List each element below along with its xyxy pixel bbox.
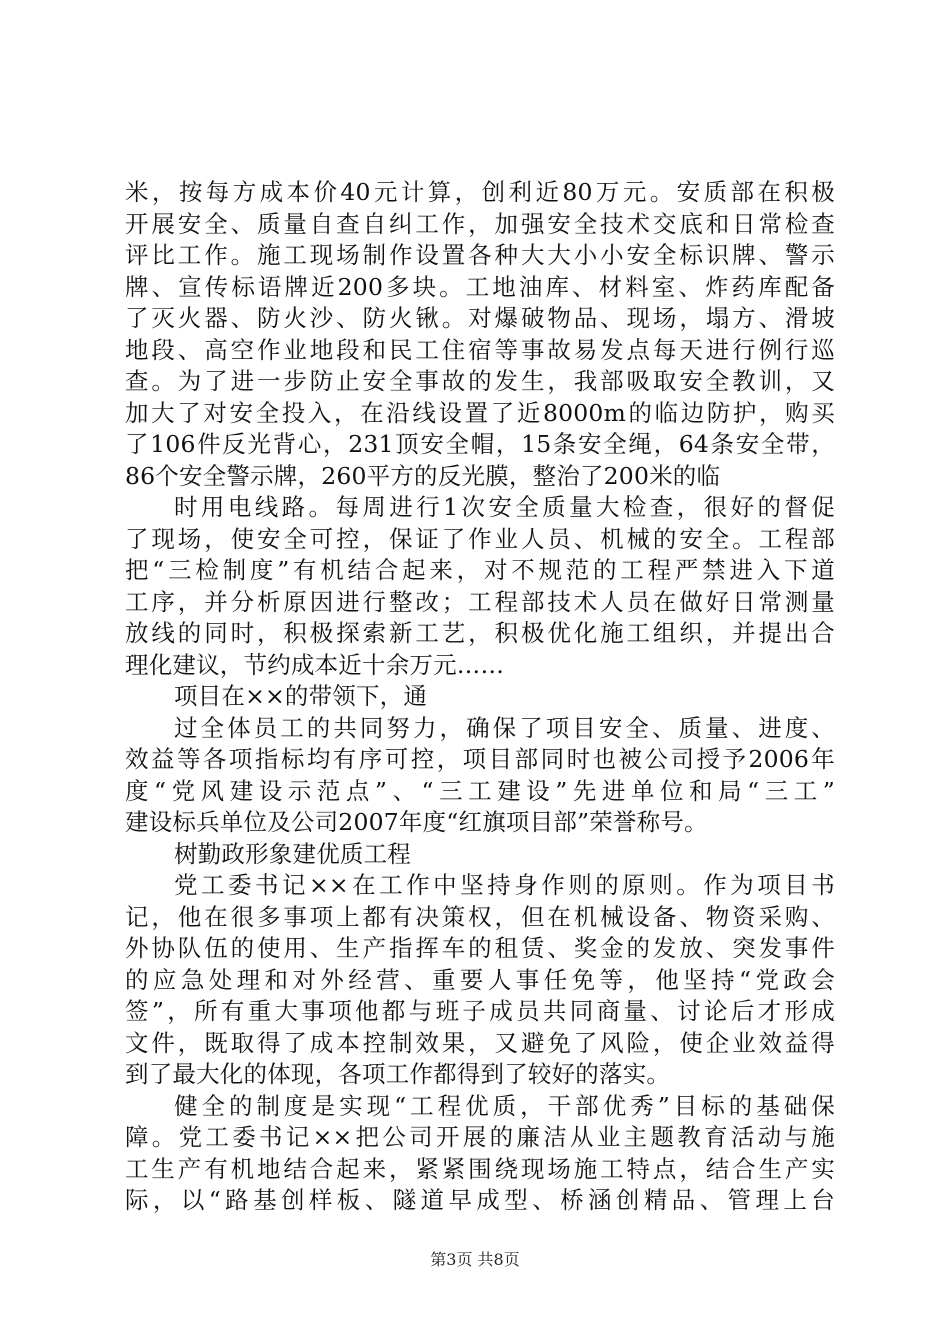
text-line: 外协队伍的使用、生产指挥车的租赁、奖金的发放、突发事件	[125, 934, 835, 962]
text-line: 项目在××的带领下，通	[174, 682, 428, 710]
document-body	[125, 177, 835, 1217]
text-line: 放线的同时，积极探索新工艺，积极优化施工组织，并提出合	[125, 619, 835, 647]
text-line: 开展安全、质量自查自纠工作，加强安全技术交底和日常检查	[125, 209, 835, 238]
text-line: 度“党风建设示范点”、“三工建设”先进单位和局“三工”	[125, 776, 835, 805]
text-line: 签”，所有重大事项他都与班子成员共同商量、讨论后才形成	[125, 997, 835, 1025]
text-line: 把“三检制度”有机结合起来，对不规范的工程严禁进入下道	[125, 556, 835, 584]
text-line: 工生产有机地结合起来，紧紧围绕现场施工特点，结合生产实	[125, 1154, 835, 1183]
text-line: 理化建议，节约成本近十余万元……	[125, 650, 505, 679]
text-line: 加大了对安全投入，在沿线设置了近8000m的临边防护，购买	[125, 398, 835, 427]
section-heading: 树勤政形象建优质工程	[174, 839, 411, 868]
text-line: 86个安全警示牌，260平方的反光膜，整治了200米的临	[125, 461, 721, 490]
text-line: 了106件反光背心，231顶安全帽，15条安全绳，64条安全带，	[125, 430, 835, 458]
text-line: 的应急处理和对外经营、重要人事任免等，他坚持“党政会	[125, 965, 835, 994]
text-line: 文件，既取得了成本控制效果，又避免了风险，使企业效益得	[125, 1028, 835, 1057]
text-line: 过全体员工的共同努力，确保了项目安全、质量、进度、	[174, 713, 835, 742]
text-line: 地段、高空作业地段和民工住宿等事故易发点每天进行例行巡	[125, 335, 835, 364]
text-line: 际，以“路基创样板、隧道早成型、桥涵创精品、管理上台	[125, 1186, 835, 1214]
text-line: 效益等各项指标均有序可控，项目部同时也被公司授予2006年	[125, 745, 835, 773]
text-line: 了现场，使安全可控，保证了作业人员、机械的安全。工程部	[125, 524, 835, 553]
text-line: 工序，并分析原因进行整改；工程部技术人员在做好日常测量	[125, 587, 835, 616]
text-line: 评比工作。施工现场制作设置各种大大小小安全标识牌、警示	[125, 241, 835, 269]
text-line: 健全的制度是实现“工程优质，干部优秀”目标的基础保	[174, 1091, 835, 1120]
text-line: 记，他在很多事项上都有决策权，但在机械设备、物资采购、	[125, 902, 835, 931]
text-line: 时用电线路。每周进行1次安全质量大检查，很好的督促	[174, 493, 835, 521]
page-number-footer: 第3页 共8页	[430, 1250, 520, 1269]
text-line: 建设标兵单位及公司2007年度“红旗项目部”荣誉称号。	[125, 808, 708, 836]
text-line: 了灭火器、防火沙、防火锹。对爆破物品、现场，塌方、滑坡	[125, 304, 835, 332]
text-line: 党工委书记××在工作中坚持身作则的原则。作为项目书	[174, 871, 835, 899]
text-line: 查。为了进一步防止安全事故的发生，我部吸取安全教训，又	[125, 367, 835, 395]
text-line: 到了最大化的体现，各项工作都得到了较好的落实。	[125, 1060, 671, 1088]
text-line: 牌、宣传标语牌近200多块。工地油库、材料室、炸药库配备	[125, 272, 835, 301]
text-line: 米，按每方成本价40元计算，创利近80万元。安质部在积极	[125, 178, 835, 206]
text-line: 障。党工委书记××把公司开展的廉洁从业主题教育活动与施	[125, 1123, 835, 1151]
